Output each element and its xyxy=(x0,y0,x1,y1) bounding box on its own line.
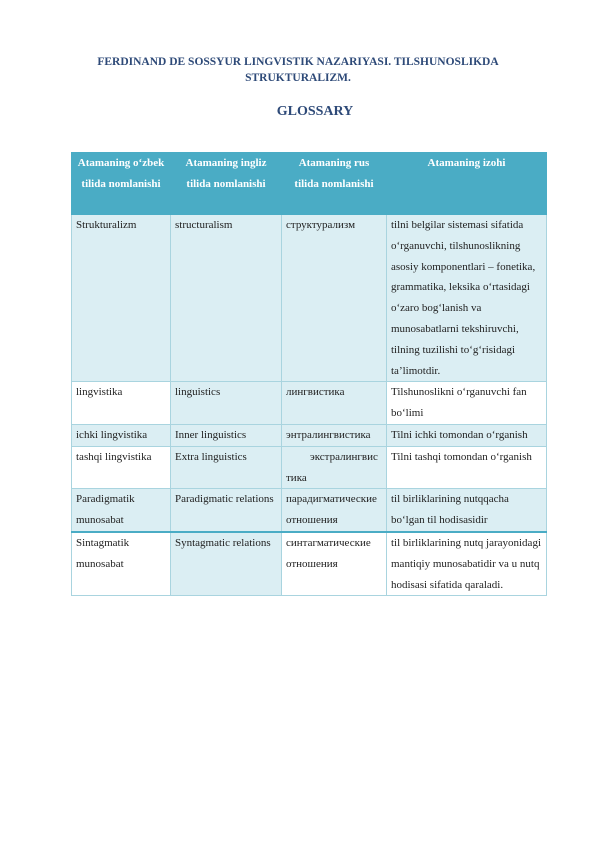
table-row xyxy=(72,446,547,489)
document-title: FERDINAND DE SOSSYUR LINGVISTIK NAZARIYASI. TILSHUNOSLIKDA STRUKTURALIZM. xyxy=(97,56,499,84)
table-header-row xyxy=(72,153,547,215)
cell-russian: структурализм xyxy=(282,215,387,382)
cell-uzbek: lingvistika xyxy=(72,382,171,425)
table-row xyxy=(72,382,547,425)
cell-russian: синтагматические отношения xyxy=(282,532,387,596)
cell-english: Paradigmatic relations xyxy=(171,489,282,532)
header-description: Atamaning izohi xyxy=(387,153,547,215)
cell-russian: лингвистика xyxy=(282,382,387,425)
cell-uzbek: ichki lingvistika xyxy=(72,424,171,446)
table-row xyxy=(72,489,547,532)
glossary-table xyxy=(71,152,547,596)
cell-description: Tilni tashqi tomondan o‘rganish xyxy=(387,446,547,489)
cell-uzbek: tashqi lingvistika xyxy=(72,446,171,489)
cell-russian: энтралингвистика xyxy=(282,424,387,446)
document-subtitle: GLOSSARY xyxy=(276,104,354,119)
cell-russian: парадигматические отношения xyxy=(282,489,387,532)
cell-english: linguistics xyxy=(171,382,282,425)
header-english: Atamaning ingliz tilida nomlanishi xyxy=(171,153,282,215)
table-row xyxy=(72,532,547,596)
cell-english: structuralism xyxy=(171,215,282,382)
cell-uzbek: Strukturalizm xyxy=(72,215,171,382)
cell-description: til birliklarining nutq jarayonidagi mantiqiy munosabatidir va u nutq hodisasi sifatida qaraladi. xyxy=(387,532,547,596)
table-row xyxy=(72,215,547,382)
cell-description: tilni belgilar sistemasi sifatida o‘rganuvchi, tilshunoslikning asosiy komponentlari – fonetika, grammatika, leksika o‘rtasidagi o‘zaro bog‘lanish va munosabatlarni tekshiruvchi, tilning tuzilishi to‘g‘risidagi ta’limotdir. xyxy=(387,215,547,382)
cell-uzbek: Sintagmatik munosabat xyxy=(72,532,171,596)
cell-russian: экстралингвистика xyxy=(282,446,387,489)
cell-uzbek: Paradigmatik munosabat xyxy=(72,489,171,532)
cell-english: Inner linguistics xyxy=(171,424,282,446)
cell-english: Syntagmatic relations xyxy=(171,532,282,596)
table-row xyxy=(72,424,547,446)
cell-english: Extra linguistics xyxy=(171,446,282,489)
header-russian: Atamaning rus tilida nomlanishi xyxy=(282,153,387,215)
cell-description: til birliklarining nutqqacha bo‘lgan til hodisasidir xyxy=(387,489,547,532)
header-uzbek: Atamaning o‘zbek tilida nomlanishi xyxy=(72,153,171,215)
cell-description: Tilni ichki tomondan o‘rganish xyxy=(387,424,547,446)
cell-description: Tilshunoslikni o‘rganuvchi fan bo‘limi xyxy=(387,382,547,425)
